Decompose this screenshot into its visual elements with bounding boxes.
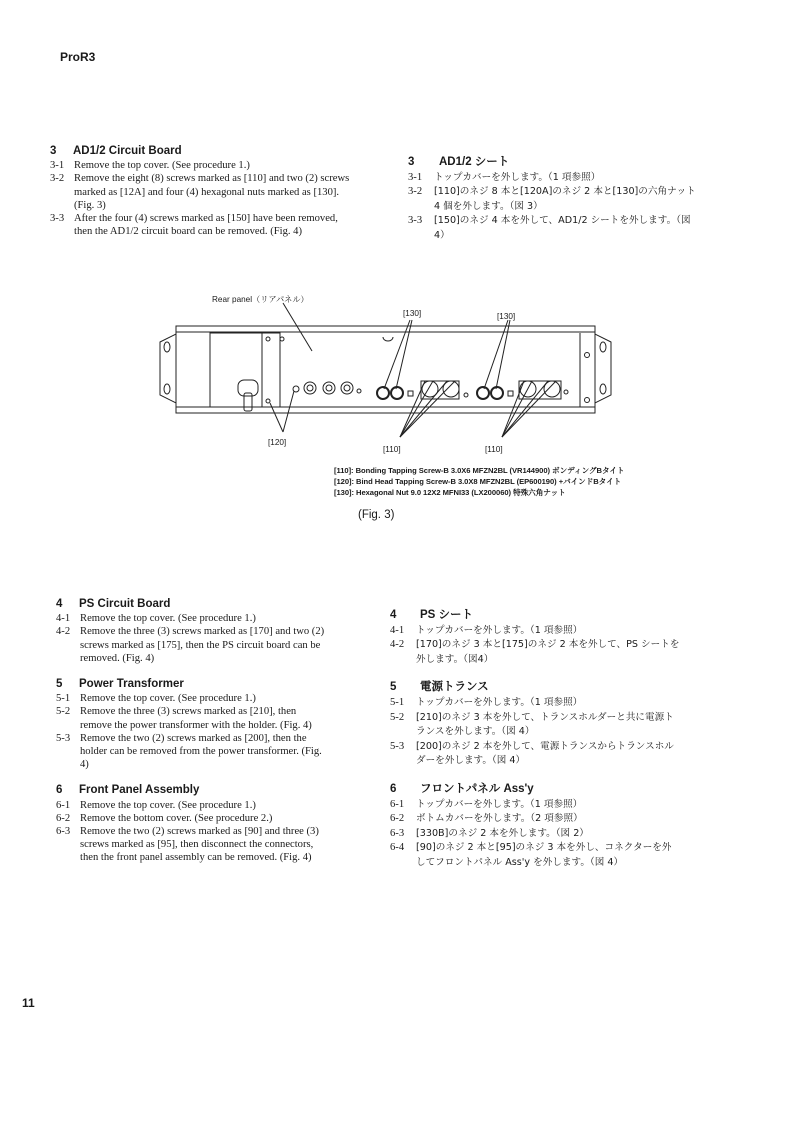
step-text: Remove the three (3) screws marked as [210], then remove the power transformer with the holder. (Fig. 4) [80, 706, 312, 731]
left-column-en [56, 598, 328, 878]
section-title: PS Circuit Board [79, 598, 171, 610]
step-text: [200]のネジ 2 本を外して、電源トランスからトランスホルダーを外します。（図 4） [416, 740, 674, 767]
step-text: [110]のネジ 8 本と[120A]のネジ 2 本と[130]の六角ナット 4 個を外します。（図 3） [434, 186, 696, 212]
legend-item: [130]: Hexagonal Nut 9.0 12X2 MFNI33 (LX200060) 特殊六角ナット [334, 488, 566, 497]
step-item [390, 624, 680, 639]
step-number: 6-1 [56, 799, 71, 811]
step-item [56, 692, 328, 705]
legend-item: [110]: Bonding Tapping Screw-B 3.0X6 MFZN2BL (VR144900) ボンディングBタイト [334, 466, 625, 475]
section-heading [56, 784, 328, 797]
step-text: [210]のネジ 3 本を外して、トランスホルダーと共に電源トランスを外します。（図 4） [416, 711, 674, 738]
step-text: Remove the two (2) screws marked as [90] and three (3) screws marked as [95], then disconnect the connectors, then the front panel assembly can be removed. (Fig. 4) [80, 826, 319, 864]
callout-130-right: [130] [497, 312, 516, 321]
section-number: 5 [390, 681, 397, 694]
step-item [390, 740, 680, 769]
callout-130-left: [130] [403, 309, 422, 318]
step-number: 3-2 [408, 186, 423, 198]
section-ad12-jp [408, 155, 698, 244]
step-text: Remove the top cover. (See procedure 1.) [80, 799, 256, 811]
step-number: 5-2 [56, 706, 71, 718]
section-ps-jp [390, 608, 680, 667]
step-text: Remove the three (3) screws marked as [170] and two (2) screws marked as [175], then the PS circuit board can be removed. (Fig. 4) [80, 626, 325, 664]
section-title: Power Transformer [79, 678, 184, 691]
step-number: 3-3 [408, 215, 423, 227]
step-number: 6-3 [390, 827, 405, 839]
section-title: PS シート [420, 609, 474, 621]
step-text: トップカバーを外します。（1 項参照） [434, 171, 601, 183]
figure-3 [0, 285, 809, 525]
step-text: Remove the eight (8) screws marked as [110] and two (2) screws marked as [12A] and four (4) hexagonal nuts marked as [130]. (Fig. 3) [74, 173, 350, 211]
section-ps-en [56, 598, 328, 665]
step-item [56, 825, 328, 865]
step-text: ボトムカバーを外します。（2 項参照） [416, 813, 583, 825]
section-ad12-en [50, 145, 350, 238]
step-item [408, 214, 698, 243]
step-number: 6-2 [56, 812, 71, 824]
callout-110-right: [110] [485, 445, 503, 454]
step-item [408, 185, 698, 214]
step-text: トップカバーを外します。（1 項参照） [416, 696, 583, 708]
section-front-panel-en [56, 784, 328, 864]
step-text: Remove the top cover. (See procedure 1.) [74, 160, 250, 172]
step-item [56, 612, 328, 625]
section-heading [390, 782, 680, 797]
section-front-panel-jp [390, 782, 680, 871]
callout-110-left: [110] [383, 445, 401, 454]
step-text: [330B]のネジ 2 本を外します。（図 2） [416, 827, 589, 839]
step-item [56, 705, 328, 731]
step-number: 5-3 [56, 732, 71, 744]
step-item [390, 827, 680, 842]
step-item [390, 841, 680, 870]
section-title: AD1/2 シート [439, 156, 510, 168]
rear-panel-label: Rear panel（リアパネル） [212, 295, 309, 304]
section-number: 3 [408, 156, 415, 168]
callout-120: [120] [268, 438, 287, 447]
section-number: 4 [390, 609, 397, 621]
legend-item: [120]: Bind Head Tapping Screw-B 3.0X8 MFZN2BL (EP600190) +バインドBタイト [334, 477, 622, 486]
section-power-transformer-en [56, 678, 328, 771]
step-item [50, 159, 350, 172]
step-number: 6-4 [390, 842, 405, 854]
step-number: 5-3 [390, 740, 405, 752]
step-number: 4-2 [56, 626, 71, 638]
step-number: 3-1 [50, 160, 65, 172]
step-item [390, 798, 680, 813]
section-number: 3 [50, 145, 57, 157]
step-text: Remove the bottom cover. (See procedure 2.) [80, 812, 273, 824]
page-number: 11 [22, 996, 35, 1010]
step-number: 5-1 [56, 693, 71, 705]
section-heading [390, 608, 680, 623]
section-heading [408, 155, 698, 170]
section-power-transformer-jp [390, 680, 680, 769]
step-number: 4-1 [390, 624, 405, 636]
step-item [50, 172, 350, 212]
step-number: 5-1 [390, 696, 405, 708]
step-number: 6-3 [56, 826, 71, 838]
section-heading [390, 680, 680, 695]
step-number: 6-1 [390, 798, 405, 810]
step-item [56, 799, 328, 812]
step-number: 3-3 [50, 213, 65, 225]
step-text: [150]のネジ 4 本を外して、AD1/2 シートを外します。（図4） [434, 215, 691, 241]
section-number: 6 [56, 784, 63, 797]
step-number: 3-2 [50, 173, 65, 185]
section-title: AD1/2 Circuit Board [73, 145, 182, 157]
step-number: 3-1 [408, 171, 423, 183]
step-number: 5-2 [390, 711, 405, 723]
section-heading [56, 598, 328, 611]
step-item [50, 212, 350, 238]
step-item [56, 812, 328, 825]
step-item [390, 696, 680, 711]
step-text: After the four (4) screws marked as [150] have been removed, then the AD1/2 circuit board can be removed. (Fig. 4) [74, 213, 338, 238]
step-item [390, 812, 680, 827]
section-number: 5 [56, 678, 63, 691]
step-text: トップカバーを外します。（1 項参照） [416, 624, 583, 636]
document-model-header: ProR3 [60, 50, 96, 64]
step-item [56, 732, 328, 772]
step-text: Remove the two (2) screws marked as [200], then the holder can be removed from the power transformer. (Fig. 4) [80, 732, 322, 771]
section-number: 4 [56, 598, 63, 610]
step-number: 4-2 [390, 639, 405, 651]
step-number: 4-1 [56, 613, 71, 625]
step-item [390, 638, 680, 667]
step-text: [170]のネジ 3 本と[175]のネジ 2 本を外して、PS シートを外します。（図4） [416, 639, 680, 665]
section-title: Front Panel Assembly [79, 784, 200, 797]
section-number: 6 [390, 782, 397, 795]
step-item [408, 171, 698, 186]
right-column-jp [390, 608, 680, 884]
parts-legend [334, 465, 624, 498]
step-number: 6-2 [390, 813, 405, 825]
step-item [390, 711, 680, 740]
step-text: Remove the top cover. (See procedure 1.) [80, 613, 256, 625]
step-text: [90]のネジ 2 本と[95]のネジ 3 本を外し、コネクターを外してフロントパネル Ass'y を外します。（図 4） [416, 842, 672, 868]
section-title: フロントパネル Ass'y [420, 782, 534, 795]
figure-caption: (Fig. 3) [358, 509, 395, 521]
section-title: 電源トランス [420, 681, 489, 694]
step-text: Remove the top cover. (See procedure 1.) [80, 693, 256, 705]
section-heading [56, 678, 328, 691]
step-item [56, 625, 328, 665]
step-text: トップカバーを外します。（1 項参照） [416, 798, 583, 810]
section-heading [50, 145, 350, 158]
